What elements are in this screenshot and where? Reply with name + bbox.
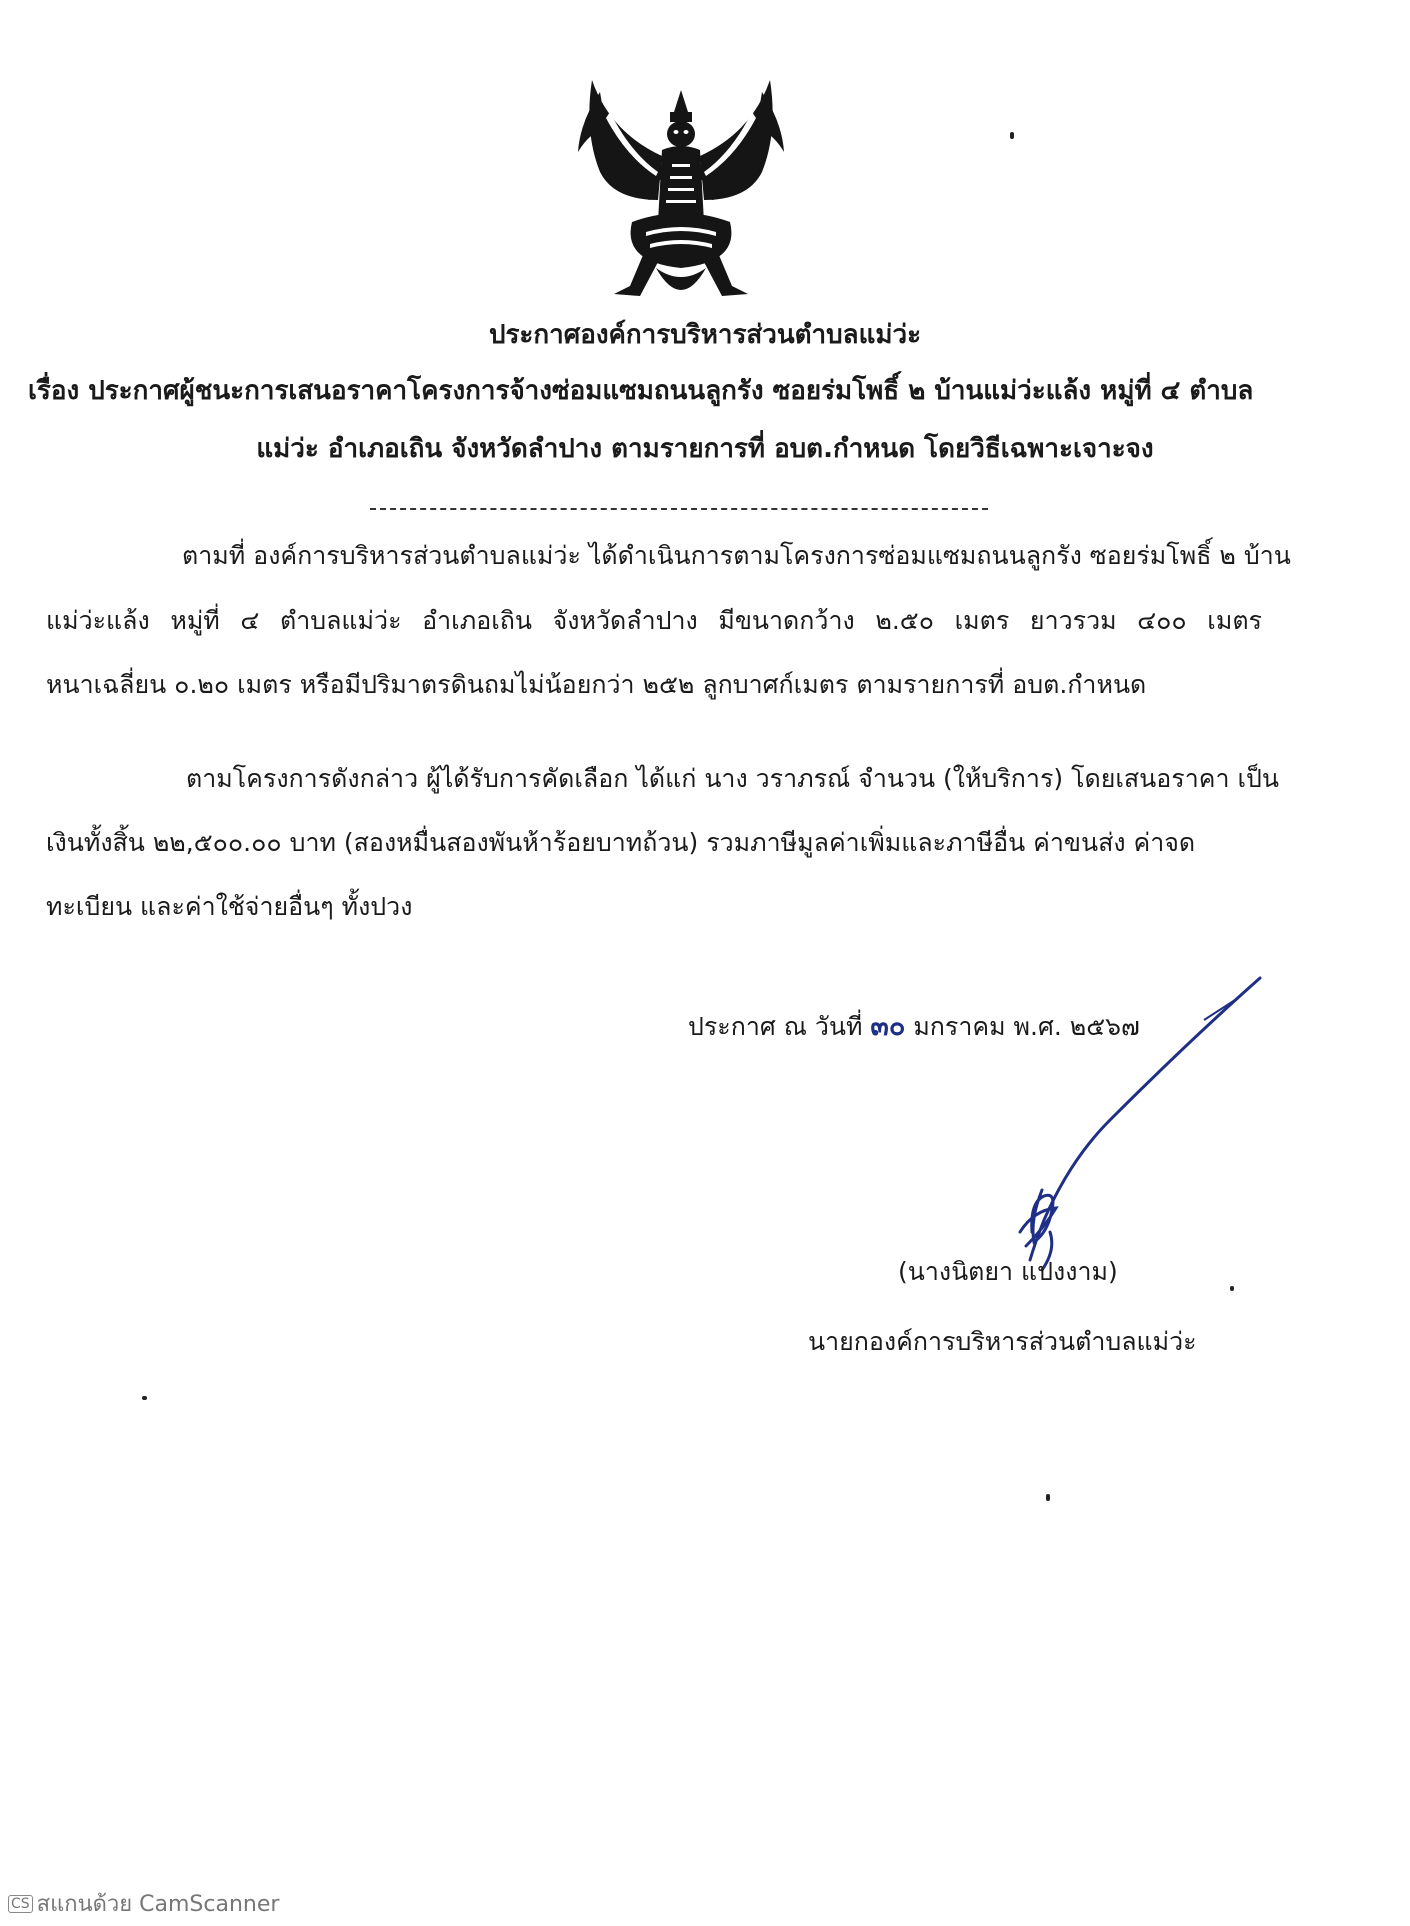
divider [370, 508, 988, 510]
document-title: ประกาศองค์การบริหารส่วนตำบลแม่ว่ะ [488, 320, 922, 350]
subject-line-2: แม่ว่ะ อำเภอเถิน จังหวัดลำปาง ตามรายการที่ อบต.กำหนด โดยวิธีเฉพาะเจาะจง [256, 434, 1154, 464]
date-day: ๓๐ [870, 1011, 906, 1042]
paragraph2-line3: ทะเบียน และค่าใช้จ่ายอื่นๆ ทั้งปวง [46, 892, 413, 921]
camscanner-watermark [8, 1886, 279, 1921]
garuda-emblem-icon [570, 72, 792, 312]
signatory-position: นายกองค์การบริหารส่วนตำบลแม่ว่ะ [808, 1327, 1197, 1356]
handwritten-signature [960, 970, 1270, 1280]
date-month-year: มกราคม พ.ศ. ๒๕๖๗ [913, 1012, 1140, 1041]
watermark-text: สแกนด้วย CamScanner [36, 1892, 280, 1917]
scan-speck [142, 1396, 147, 1400]
date-prefix: ประกาศ ณ วันที่ [688, 1012, 863, 1041]
scan-speck [1230, 1286, 1234, 1291]
signatory-name: (นางนิตยา แปงงาม) [898, 1257, 1118, 1286]
paragraph1-line1: ตามที่ องค์การบริหารส่วนตำบลแม่ว่ะ ได้ดำเนินการตามโครงการซ่อมแซมถนนลูกรัง ซอยร่มโพธิ์ ๒ บ้าน [182, 541, 1291, 570]
paragraph2-line1: ตามโครงการดังกล่าว ผู้ได้รับการคัดเลือก ได้แก่ นาง วราภรณ์ จำนวน (ให้บริการ) โดยเสนอราคา เป็น [186, 764, 1279, 793]
scan-speck [1046, 1494, 1050, 1501]
paragraph1-line2: แม่ว่ะแล้ง หมู่ที่ ๔ ตำบลแม่ว่ะ อำเภอเถิน จังหวัดลำปาง มีขนาดกว้าง ๒.๕๐ เมตร ยาวรวม ๔๐๐ เมตร [46, 606, 1262, 635]
scan-speck [1010, 132, 1014, 139]
paragraph2-line2: เงินทั้งสิ้น ๒๒,๕๐๐.๐๐ บาท (สองหมื่นสองพันห้าร้อยบาทถ้วน) รวมภาษีมูลค่าเพิ่มและภาษีอื่น ค่าขนส่ง ค่าจด [46, 828, 1196, 857]
camscanner-logo-icon: CS [8, 1895, 33, 1913]
subject-line-1: เรื่อง ประกาศผู้ชนะการเสนอราคาโครงการจ้างซ่อมแซมถนนลูกรัง ซอยร่มโพธิ์ ๒ บ้านแม่ว่ะแล้ง หมู่ที่ ๔ ตำบล [28, 376, 1254, 406]
paragraph1-line3: หนาเฉลี่ยน ๐.๒๐ เมตร หรือมีปริมาตรดินถมไม่น้อยกว่า ๒๕๒ ลูกบาศก์เมตร ตามรายการที่ อบต.กำหนด [46, 670, 1147, 699]
